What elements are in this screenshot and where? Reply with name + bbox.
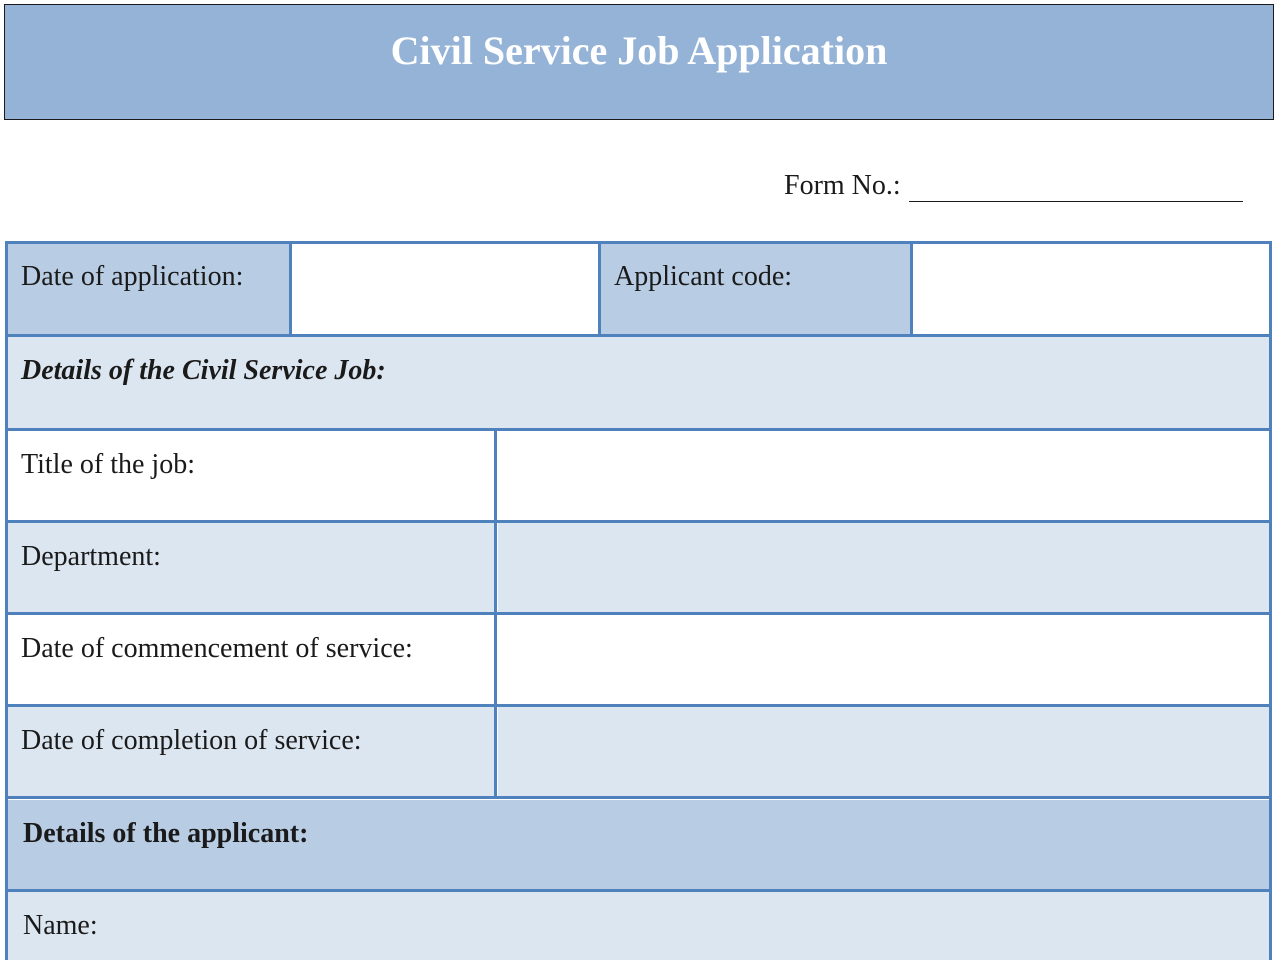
grid-line (6, 334, 1272, 337)
commencement-date-field[interactable] (498, 615, 1271, 705)
form-number (784, 170, 1243, 202)
grid-line (6, 889, 1272, 892)
commencement-date-label: Date of commencement of service: (21, 633, 413, 664)
name-row[interactable] (7, 892, 1271, 960)
applicant-code-label: Applicant code: (614, 261, 793, 292)
grid-line (6, 796, 1272, 799)
department-label-cell (7, 523, 496, 613)
commencement-date-label-cell (7, 615, 496, 705)
grid-line (289, 241, 292, 336)
grid-line (6, 520, 1272, 523)
grid-line (6, 704, 1272, 707)
completion-date-label: Date of completion of service: (21, 725, 362, 756)
date-of-application-label-cell (7, 243, 291, 335)
job-title-label: Title of the job: (21, 449, 195, 480)
grid-line (6, 612, 1272, 615)
form-number-label: Form No.: (784, 170, 901, 201)
job-section-heading-row (7, 337, 1271, 429)
grid-line (6, 428, 1272, 431)
applicant-code-field[interactable] (912, 243, 1270, 335)
grid-line (6, 241, 1272, 244)
form-title: Civil Service Job Application (390, 28, 888, 73)
form-header (4, 4, 1274, 120)
job-section-heading: Details of the Civil Service Job: (21, 355, 386, 386)
form-number-field[interactable] (909, 171, 1243, 202)
applicant-code-label-cell (600, 243, 912, 335)
job-title-field[interactable] (498, 431, 1271, 521)
grid-line (910, 241, 913, 336)
date-of-application-field[interactable] (291, 243, 600, 335)
applicant-section-heading: Details of the applicant: (23, 818, 309, 849)
grid-line (494, 428, 497, 799)
job-title-label-cell (7, 431, 496, 521)
date-of-application-label: Date of application: (21, 261, 244, 292)
department-field[interactable] (498, 523, 1271, 613)
grid-line (1269, 241, 1272, 960)
grid-line (5, 241, 8, 960)
department-label: Department: (21, 541, 161, 572)
completion-date-label-cell (7, 707, 496, 797)
completion-date-field[interactable] (498, 707, 1271, 797)
grid-line (598, 241, 601, 336)
name-label: Name: (23, 910, 98, 941)
applicant-section-heading-row (7, 800, 1271, 890)
